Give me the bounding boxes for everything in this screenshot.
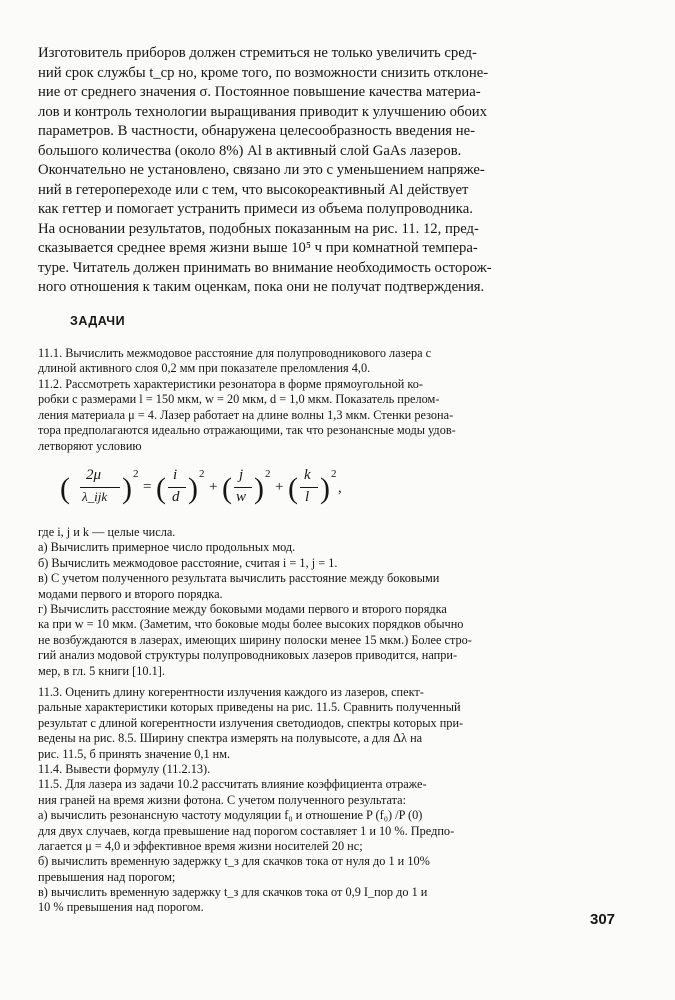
intro-line: Окончательно не установлено, связано ли это с уменьшением напряже- [38, 162, 485, 178]
exponent: 2 [133, 468, 139, 480]
problem-line: робки с размерами l = 150 мкм, w = 20 мкм, d = 1,0 мкм. Показатель прелом- [38, 392, 440, 407]
intro-line: туре. Читатель должен принимать во внимание необходимость осторож- [38, 259, 492, 276]
problem-11-1 [38, 346, 431, 377]
paren: ( [60, 472, 70, 505]
intro-line: как геттер и помогает устранить примеси из объема полупроводника. [38, 201, 473, 217]
intro-line: ного отношения к таким оценкам, пока они не получат подтверждения. [38, 279, 485, 295]
intro-line: Изготовитель приборов должен стремиться не только увеличить сред- [38, 45, 477, 61]
problem-line: 10 % превышения над порогом. [38, 900, 204, 915]
problem-line: превышения над порогом; [38, 869, 176, 884]
problem-line: 11.2. Рассмотреть характеристики резонатора в форме прямоугольной ко- [38, 377, 424, 391]
problem-line: 11.1. Вычислить межмодовое расстояние для полупроводникового лазера с [38, 346, 432, 360]
problem-line: ведены на рис. 8.5. Ширину спектра измерять на полувысоте, а для Δλ на [38, 731, 423, 746]
exponent: 2 [199, 468, 205, 480]
problem-line: гий анализ модовой структуры полупроводниковых лазеров приводится, напри- [38, 648, 458, 663]
problem-line: 11.3. Оценить длину когерентности излучения каждого из лазеров, спект- [38, 685, 424, 699]
section-heading: ЗАДАЧИ [70, 314, 126, 328]
problem-11-2 [38, 377, 456, 454]
problem-line: мер, в гл. 5 книги [10.1]. [38, 663, 165, 678]
problem-line: 11.4. Вывести формулу (11.2.13). [38, 761, 211, 776]
problem-line: ральные характеристики которых приведены на рис. 11.5. Сравнить полученный [38, 700, 461, 715]
page-number: 307 [590, 911, 616, 928]
intro-line: большого количества (около 8%) Al в активный слой GaAs лазеров. [38, 142, 462, 159]
problem-line: а) вычислить резонансную частоту модуляции f₀ и отношение P (f₀) /P (0) [38, 808, 423, 823]
paren: ) [320, 472, 330, 505]
frac-num: i [173, 467, 178, 483]
intro-paragraph [38, 44, 492, 298]
intro-line: ние от среднего значения σ. Постоянное повышение качества материа- [38, 84, 481, 100]
exponent: 2 [331, 468, 337, 480]
problem-line: тора предполагаются идеально отражающими, так что резонансные моды удов- [38, 423, 456, 438]
problem-line: г) Вычислить расстояние между боковыми модами первого и второго порядка [38, 601, 447, 616]
intro-line: ний в гетеропереходе или с тем, что высокореактивный Al действует [38, 181, 469, 198]
problem-line: результат с длиной когерентности излучения светодиодов, спектры которых при- [38, 715, 464, 730]
frac-line [234, 487, 252, 488]
problem-line: длиной активного слоя 0,2 мм при показателе преломления 4,0. [38, 361, 371, 376]
problem-line: где i, j и k — целые числа. [38, 525, 176, 539]
frac-den: l [305, 489, 310, 505]
problem-line: б) вычислить временную задержку t_з для скачков тока от нуля до 1 и 10% [38, 854, 430, 869]
paren: ) [188, 472, 198, 505]
problem-line: ка при w = 10 мкм. (Заметим, что боковые моды более высоких порядков обычно [38, 617, 464, 632]
paren: ( [156, 472, 166, 505]
problem-line: лагается μ = 4,0 и эффективное время жизни носителей 20 нс; [38, 838, 363, 853]
paren: ) [254, 472, 264, 505]
frac-num: k [304, 467, 311, 483]
intro-line: параметров. В частности, обнаружена целесообразность введения не- [38, 123, 475, 139]
problem-line: в) вычислить временную задержку t_з для скачков тока от 0,9 I_пор до 1 и [38, 885, 428, 900]
frac-den: d [172, 489, 180, 505]
paren: ) [122, 472, 132, 505]
plus-sign: + [275, 479, 284, 495]
problems-11-3-to-11-5 [38, 685, 463, 916]
frac-line [80, 487, 120, 488]
frac-num: j [239, 467, 244, 483]
intro-line: На основании результатов, подобных показанным на рис. 11. 12, пред- [38, 220, 479, 237]
paren: ( [222, 472, 232, 505]
resonance-formula [40, 466, 370, 516]
exponent: 2 [265, 468, 271, 480]
intro-line: ний срок службы t_ср но, кроме того, по возможности снизить отклоне- [38, 64, 489, 81]
frac-line [300, 487, 318, 488]
plus-sign: + [209, 479, 218, 495]
frac-den: λ_ijk [82, 489, 108, 504]
problem-11-2-subparts [38, 525, 472, 679]
intro-line: сказывается среднее время жизни выше 10⁵ ч при комнатной темпера- [38, 240, 478, 256]
problem-line: ления материала μ = 4. Лазер работает на длине волны 1,3 мкм. Стенки резона- [38, 407, 454, 422]
problem-line: в) С учетом полученного результата вычислить расстояние между боковыми [38, 571, 440, 586]
frac-den: w [236, 489, 247, 505]
comma: , [338, 480, 342, 496]
problem-line: модами первого и второго порядка. [38, 586, 223, 601]
problem-line: не возбуждаются в лазерах, имеющих ширину полоски менее 15 мкм.) Более стро- [38, 632, 472, 647]
frac-line [168, 487, 186, 488]
problem-line: 11.5. Для лазера из задачи 10.2 рассчитать влияние коэффициента отраже- [38, 777, 427, 792]
equals-sign: = [143, 479, 152, 495]
frac-num: 2μ [86, 467, 102, 483]
paren: ( [288, 472, 298, 505]
problem-line: б) Вычислить межмодовое расстояние, считая i = 1, j = 1. [38, 555, 338, 570]
problem-line: для двух случаев, когда превышение над порогом составляет 1 и 10 %. Предпо- [38, 823, 455, 838]
problem-line: а) Вычислить примерное число продольных мод. [38, 540, 296, 555]
intro-line: лов и контроль технологии выращивания приводит к улучшению обоих [38, 103, 487, 120]
problem-line: ния граней на время жизни фотона. С учетом полученного результата: [38, 792, 407, 807]
problem-line: летворяют условию [38, 438, 142, 453]
problem-line: рис. 11.5, б принять значение 0,1 нм. [38, 746, 231, 761]
